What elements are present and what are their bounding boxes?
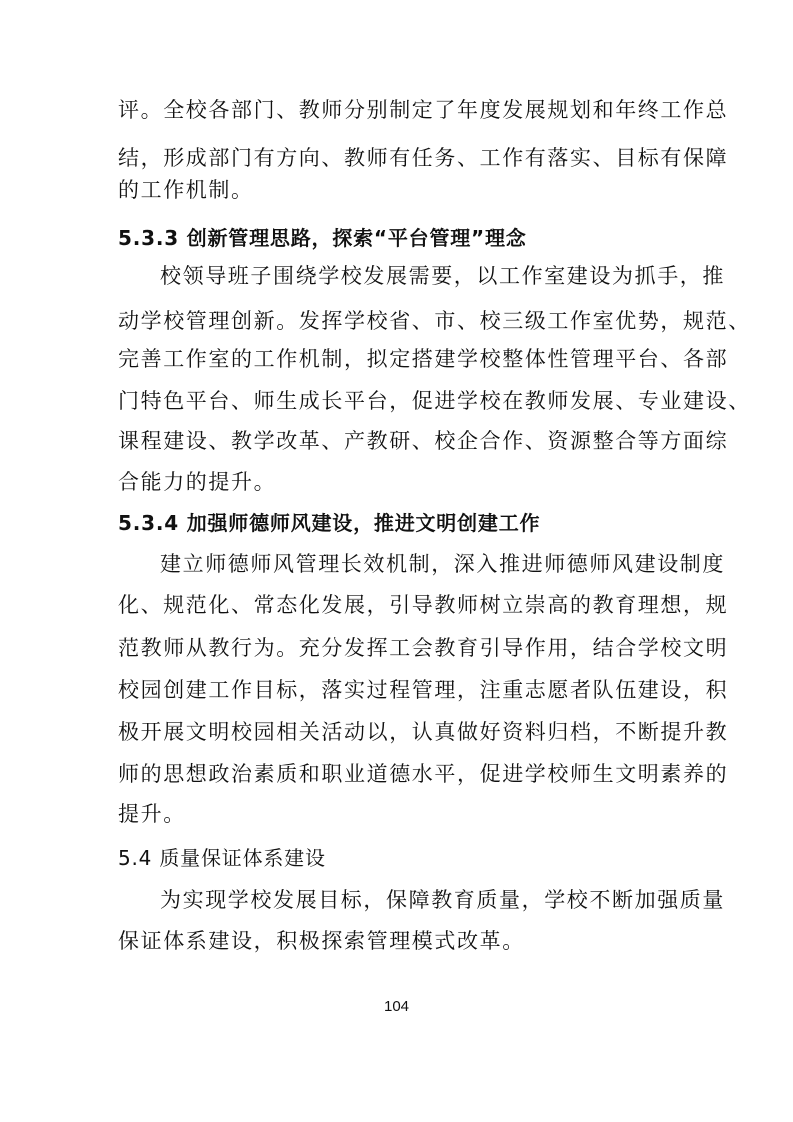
paragraph-line: 门特色平台、师生成长平台，促进学校在教师发展、专业建设、 <box>118 389 751 413</box>
paragraph-line: 化、规范化、常态化发展，引导教师树立崇高的教育理想，规 <box>118 593 729 617</box>
paragraph-line: 范教师从教行为。充分发挥工会教育引导作用，结合学校文明 <box>118 636 729 660</box>
paragraph-line: 完善工作室的工作机制，拟定搭建学校整体性管理平台、各部 <box>118 347 729 371</box>
paragraph-line: 校领导班子围绕学校发展需要，以工作室建设为抓手，推 <box>160 264 725 288</box>
paragraph-line: 合能力的提升。 <box>118 470 277 494</box>
section-heading-5-4: 5.4 质量保证体系建设 <box>118 846 326 870</box>
section-heading-5-3-3: 5.3.3 创新管理思路，探索“平台管理”理念 <box>118 226 527 250</box>
paragraph-line: 校园创建工作目标，落实过程管理，注重志愿者队伍建设，积 <box>118 678 729 702</box>
section-heading-5-3-4: 5.3.4 加强师德师风建设，推进文明创建工作 <box>118 511 541 535</box>
page-number: 104 <box>383 998 410 1015</box>
paragraph-line: 结，形成部门有方向、教师有任务、工作有落实、目标有保障 <box>118 146 729 170</box>
paragraph-line: 评。全校各部门、教师分别制定了年度发展规划和年终工作总 <box>118 98 729 122</box>
paragraph-line: 师的思想政治素质和职业道德水平，促进学校师生文明素养的 <box>118 762 729 786</box>
paragraph-line: 为实现学校发展目标，保障教育质量，学校不断加强质量 <box>160 888 725 912</box>
paragraph-line: 的工作机制。 <box>118 178 254 202</box>
paragraph-line: 课程建设、教学改革、产教研、校企合作、资源整合等方面综 <box>118 429 729 453</box>
paragraph-line: 极开展文明校园相关活动以，认真做好资料归档，不断提升教 <box>118 720 729 744</box>
paragraph-line: 提升。 <box>118 802 186 826</box>
paragraph-line: 保证体系建设，积极探索管理模式改革。 <box>118 929 525 953</box>
paragraph-line: 动学校管理创新。发挥学校省、市、校三级工作室优势，规范、 <box>118 309 751 333</box>
paragraph-line: 建立师德师风管理长效机制，深入推进师德师风建设制度 <box>160 552 725 576</box>
